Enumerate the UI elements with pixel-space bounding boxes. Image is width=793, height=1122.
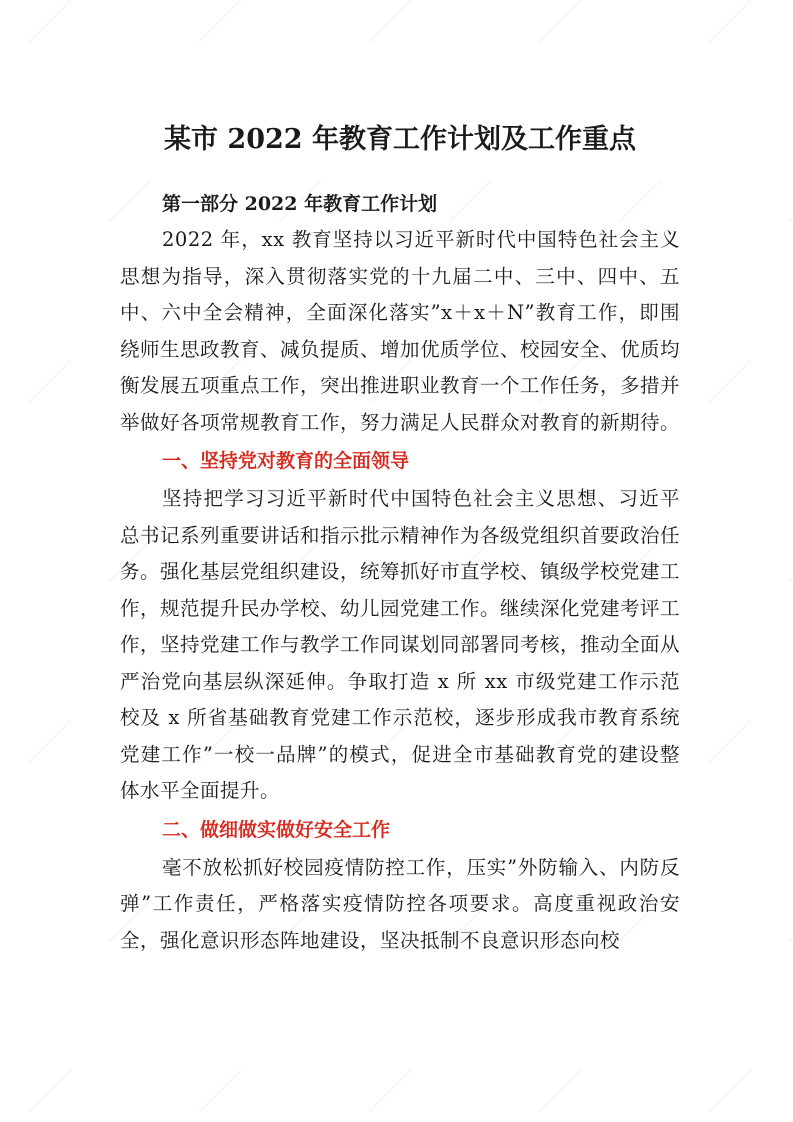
watermark-mark xyxy=(28,359,72,403)
watermark-mark xyxy=(538,0,582,43)
watermark-mark xyxy=(198,1069,242,1113)
watermark-mark xyxy=(708,1069,752,1113)
intro-paragraph: 2022 年，xx 教育坚持以习近平新时代中国特色社会主义思想为指导，深入贯彻落实党的十九届二中、三中、四中、五中、六中全会精神，全面深化落实”x＋x＋N”教育工作，即围绕师生思政教育、减负提质、增加优质学位、校园安全、优质均衡发展五项重点工作，突出推进职业教育一个工作任务，多措并举做好各项常规教育工作，努力满足人民群众对教育的新期待。 xyxy=(120,228,681,434)
watermark-mark xyxy=(788,179,793,223)
watermark-mark xyxy=(788,539,793,583)
watermark-mark xyxy=(368,0,412,43)
watermark-mark xyxy=(28,719,72,763)
watermark-mark xyxy=(28,1069,72,1113)
section-heading-2: 二、做细做实做好安全工作 xyxy=(162,818,391,841)
part-one-heading: 第一部分 2022 年教育工作计划 xyxy=(162,193,438,215)
section-paragraph-1: 坚持把学习习近平新时代中国特色社会主义思想、习近平总书记系列重要讲话和指示批示精神作为各级党组织首要政治任务。强化基层党组织建设，统筹抓好市直学校、镇级学校党建工作，规范提升民办学校、幼儿园党建工作。继续深化党建考评工作，坚持党建工作与教学工作同谋划同部署同考核，推动全面从严治党向基层纵深延伸。争取打造 x 所 xx 市级党建工作示范校及 x 所省基础教育党建工作示范校，逐步形成我市教育系统党建工作”一校一品牌”的模式，促进全市基础教育党的建设整体水平全面提升。 xyxy=(120,487,681,802)
section-heading-1: 一、坚持党对教育的全面领导 xyxy=(162,450,410,472)
watermark-mark xyxy=(28,0,72,43)
watermark-mark xyxy=(538,1069,582,1113)
watermark-mark xyxy=(708,359,752,403)
watermark-mark xyxy=(788,899,793,943)
document-title: 某市 2022 年教育工作计划及工作重点 xyxy=(164,124,636,155)
watermark-mark xyxy=(708,0,752,43)
watermark-mark xyxy=(368,1069,412,1113)
watermark-mark xyxy=(708,719,752,763)
section-paragraph-2: 毫不放松抓好校园疫情防控工作，压实”外防输入、内防反弹”工作责任，严格落实疫情防控各项要求。高度重视政治安全，强化意识形态阵地建设，坚决抵制不良意识形态向校 xyxy=(120,855,680,952)
document-content xyxy=(120,118,680,959)
watermark-mark xyxy=(198,0,242,43)
